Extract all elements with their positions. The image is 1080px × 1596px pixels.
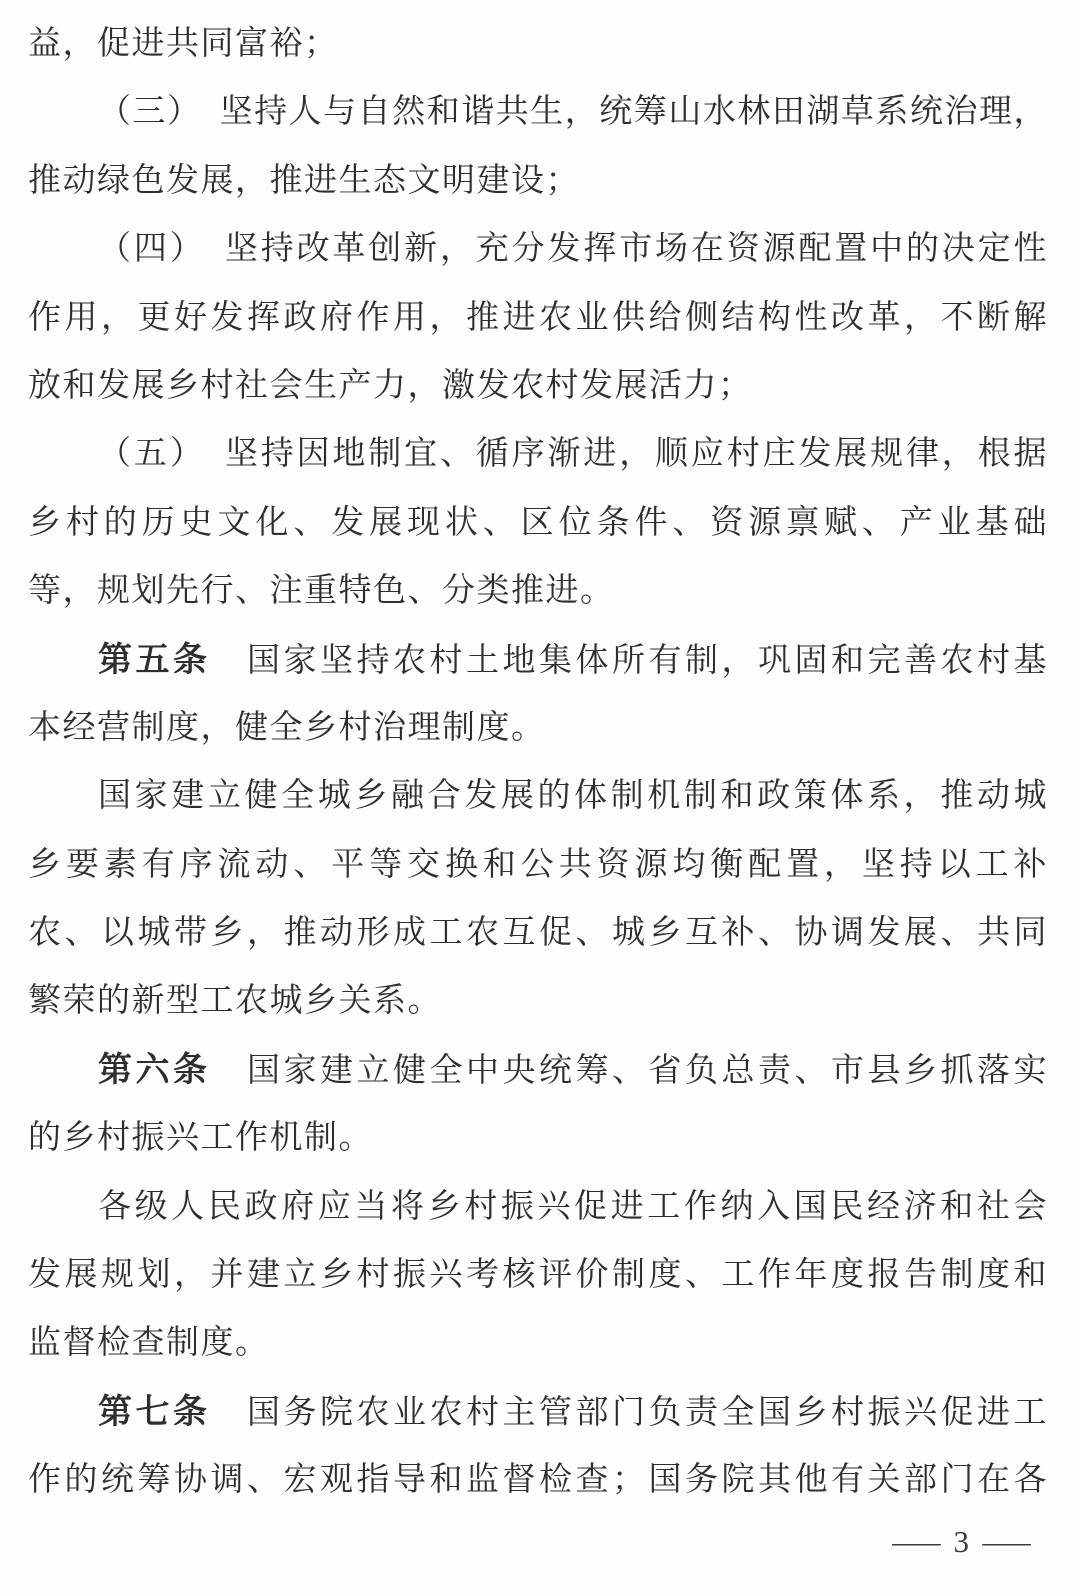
text-line [28,1378,1048,1446]
text-line: 繁荣的新型工农城乡关系。 [28,983,442,1020]
line-text: 国务院农业农村主管部门负责全国乡村振兴促进工 [210,1394,1048,1431]
page-number-dash-left: — [891,1524,941,1559]
text-line: 乡村的历史文化、发展现状、区位条件、资源禀赋、产业基础 [28,504,1048,541]
page-number-value: 3 [953,1524,969,1559]
document-body [28,10,1048,1515]
text-line [28,1036,1048,1104]
article-number: 第六条 [98,1050,211,1089]
text-line: 监督检查制度。 [28,1325,270,1362]
text-line: 发展规划，并建立乡村振兴考核评价制度、工作年度报告制度和 [28,1257,1048,1294]
text-line: 各级人民政府应当将乡村振兴促进工作纳入国民经济和社会 [98,1188,1048,1225]
text-line: 农、以城带乡，推动形成工农互促、城乡互补、协调发展、共同 [28,915,1048,952]
text-line: 乡要素有序流动、平等交换和公共资源均衡配置，坚持以工补 [28,846,1048,883]
line-text: 国家坚持农村土地集体所有制，巩固和完善农村基 [210,642,1048,679]
article-number: 第五条 [98,640,211,679]
text-line: 作的统筹协调、宏观指导和监督检查；国务院其他有关部门在各 [28,1462,1048,1499]
text-line [28,626,1048,694]
text-line: 作用，更好发挥政府作用，推进农业供给侧结构性改革，不断解 [28,299,1048,336]
text-line: 国家建立健全城乡融合发展的体制机制和政策体系，推动城 [98,778,1048,815]
text-line: 本经营制度，健全乡村治理制度。 [28,709,546,746]
page-number-dash-right: — [982,1524,1031,1559]
text-line: （四） 坚持改革创新，充分发挥市场在资源配置中的决定性 [98,231,1048,268]
text-line: 放和发展乡村社会生产力，激发农村发展活力； [28,367,753,404]
text-line: 推动绿色发展，推进生态文明建设； [28,162,580,199]
text-line: 益，促进共同富裕； [28,26,339,62]
text-line: 等，规划先行、注重特色、分类推进。 [28,573,615,610]
article-number: 第七条 [98,1392,211,1431]
line-text: 国家建立健全中央统筹、省负总责、市县乡抓落实 [210,1052,1048,1089]
page-number [891,1524,1031,1560]
text-line: （五） 坚持因地制宜、循序渐进，顺应村庄发展规律，根据 [98,436,1048,473]
text-line: （三） 坚持人与自然和谐共生，统筹山水林田湖草系统治理， [98,94,1048,131]
text-line: 的乡村振兴工作机制。 [28,1120,373,1157]
